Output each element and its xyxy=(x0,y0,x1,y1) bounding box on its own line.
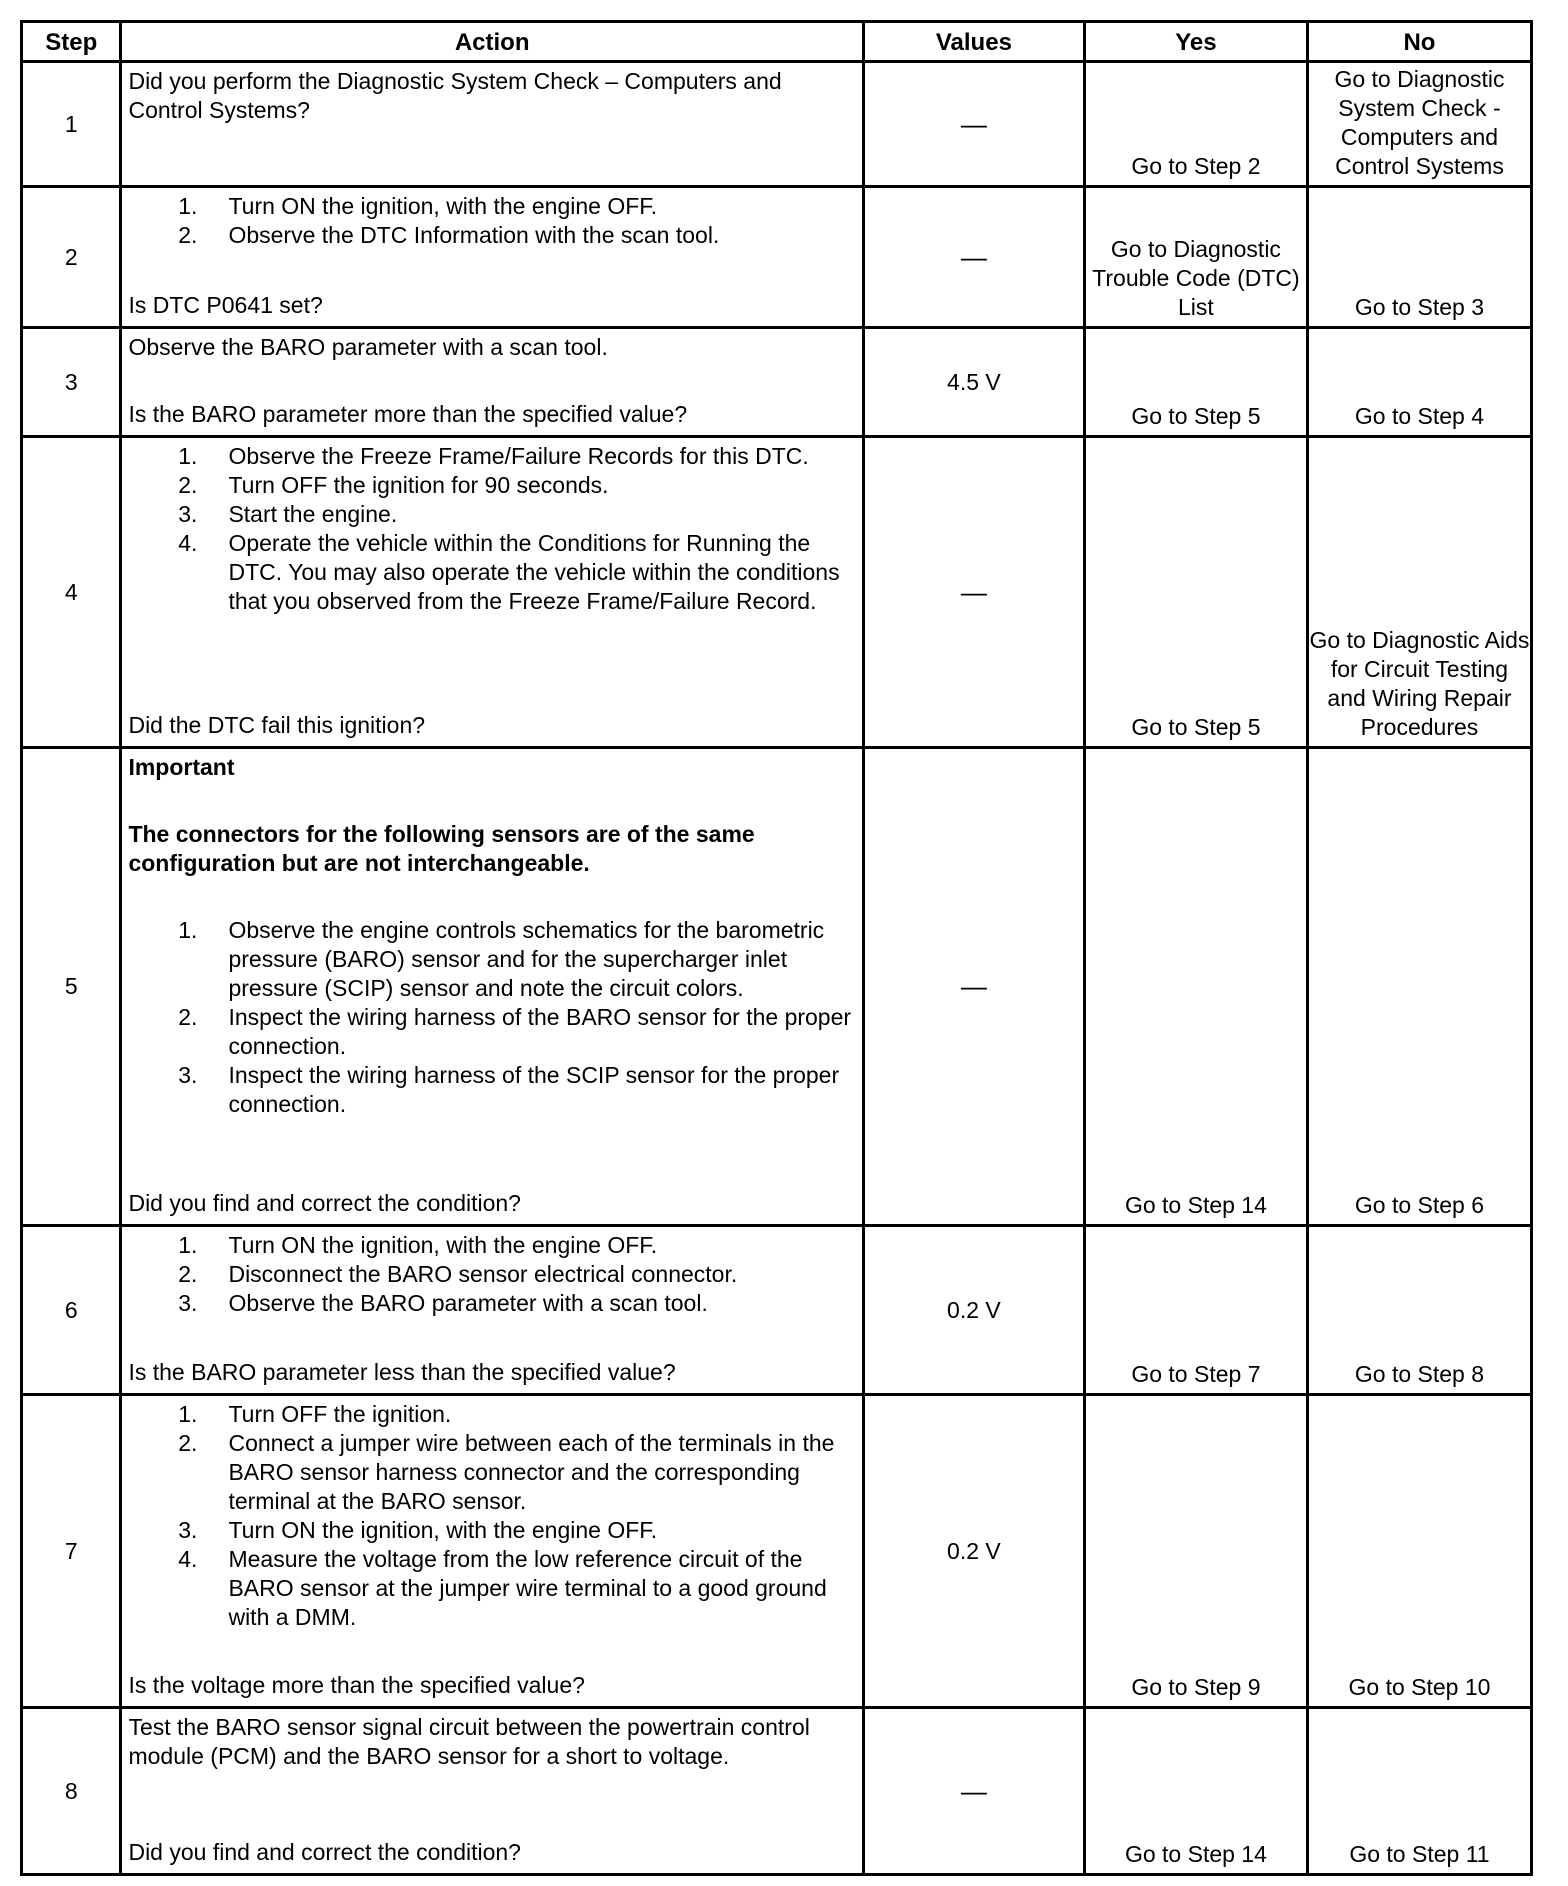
list-item: 2. Inspect the wiring harness of the BARO sensor for the proper connection. xyxy=(178,1004,852,1059)
table-row xyxy=(22,328,1532,437)
action-question: Is the voltage more than the specified value? xyxy=(128,1672,585,1698)
list-item: 3. Start the engine. xyxy=(178,501,398,527)
step-number: 6 xyxy=(22,1226,121,1395)
list-item: 1. Turn ON the ignition, with the engine OFF. xyxy=(178,1232,658,1258)
important-note: The connectors for the following sensors are of the same configuration but are not interchangeable. xyxy=(128,821,755,876)
diagnostic-table xyxy=(20,20,1533,1876)
list-item: 1. Turn OFF the ignition. xyxy=(178,1401,452,1427)
list-item: 2. Disconnect the BARO sensor electrical connector. xyxy=(178,1261,738,1287)
value-cell: — xyxy=(863,748,1084,1226)
table-row xyxy=(22,437,1532,748)
value-cell: 0.2 V xyxy=(863,1395,1084,1708)
list-item: 2. Connect a jumper wire between each of the terminals in the BARO sensor harness connector and the corresponding terminal at the BARO sensor. xyxy=(178,1430,835,1514)
action-question: Did you find and correct the condition? xyxy=(128,1190,521,1216)
action-cell xyxy=(121,1708,863,1875)
value-cell: 4.5 V xyxy=(863,328,1084,437)
yes-link[interactable]: Go to Diagnostic Trouble Code (DTC) List xyxy=(1084,187,1307,328)
list-item: 4. Measure the voltage from the low reference circuit of the BARO sensor at the jumper wire terminal to a good ground with a DMM. xyxy=(178,1546,827,1630)
list-item: 1. Observe the engine controls schematics for the barometric pressure (BARO) sensor and for the supercharger inlet pressure (SCIP) sensor and note the circuit colors. xyxy=(178,917,825,1001)
action-cell xyxy=(121,62,863,187)
table-row xyxy=(22,187,1532,328)
action-question: Did the DTC fail this ignition? xyxy=(128,712,426,738)
header-values: Values xyxy=(863,22,1084,62)
header-row xyxy=(22,22,1532,62)
yes-link[interactable]: Go to Step 5 xyxy=(1084,328,1307,437)
yes-link[interactable]: Go to Step 5 xyxy=(1084,437,1307,748)
value-cell: — xyxy=(863,62,1084,187)
step-number: 3 xyxy=(22,328,121,437)
no-link[interactable]: Go to Diagnostic System Check - Computers and Control Systems xyxy=(1307,62,1531,187)
yes-link[interactable]: Go to Step 14 xyxy=(1084,748,1307,1226)
no-link[interactable]: Go to Diagnostic Aids for Circuit Testing and Wiring Repair Procedures xyxy=(1307,437,1531,748)
action-question: Is the BARO parameter less than the specified value? xyxy=(128,1359,676,1385)
no-link[interactable]: Go to Step 10 xyxy=(1307,1395,1531,1708)
action-steps xyxy=(128,192,853,250)
step-number: 4 xyxy=(22,437,121,748)
action-cell xyxy=(121,437,863,748)
list-item: 3. Inspect the wiring harness of the SCIP sensor for the proper connection. xyxy=(178,1062,840,1117)
list-item: 4. Operate the vehicle within the Conditions for Running the DTC. You may also operate the vehicle within the conditions that you observed from the Freeze Frame/Failure Record. xyxy=(178,530,840,614)
table-row xyxy=(22,1226,1532,1395)
action-cell xyxy=(121,328,863,437)
table-row xyxy=(22,1395,1532,1708)
value-cell: 0.2 V xyxy=(863,1226,1084,1395)
list-item: 3. Turn ON the ignition, with the engine OFF. xyxy=(178,1517,658,1543)
list-item: 1. Observe the Freeze Frame/Failure Records for this DTC. xyxy=(178,443,809,469)
action-question: Is DTC P0641 set? xyxy=(128,292,323,318)
list-item: 2. Turn OFF the ignition for 90 seconds. xyxy=(178,472,609,498)
step-number: 2 xyxy=(22,187,121,328)
value-cell: — xyxy=(863,1708,1084,1875)
action-question: Is the BARO parameter more than the specified value? xyxy=(128,401,688,427)
header-action: Action xyxy=(121,22,863,62)
action-cell xyxy=(121,1395,863,1708)
table-row xyxy=(22,748,1532,1226)
action-intro: Test the BARO sensor signal circuit between the powertrain control module (PCM) and the BARO sensor for a short to voltage. xyxy=(128,1714,810,1769)
header-no: No xyxy=(1307,22,1531,62)
yes-link[interactable]: Go to Step 14 xyxy=(1084,1708,1307,1875)
yes-link[interactable]: Go to Step 7 xyxy=(1084,1226,1307,1395)
step-number: 8 xyxy=(22,1708,121,1875)
yes-link[interactable]: Go to Step 2 xyxy=(1084,62,1307,187)
action-cell xyxy=(121,1226,863,1395)
no-link[interactable]: Go to Step 8 xyxy=(1307,1226,1531,1395)
step-number: 1 xyxy=(22,62,121,187)
no-link[interactable]: Go to Step 6 xyxy=(1307,748,1531,1226)
action-cell xyxy=(121,748,863,1226)
list-item: 2. Observe the DTC Information with the scan tool. xyxy=(178,222,720,248)
step-number: 7 xyxy=(22,1395,121,1708)
yes-link[interactable]: Go to Step 9 xyxy=(1084,1395,1307,1708)
no-link[interactable]: Go to Step 4 xyxy=(1307,328,1531,437)
header-step: Step xyxy=(22,22,121,62)
table-row xyxy=(22,1708,1532,1875)
list-item: 1. Turn ON the ignition, with the engine OFF. xyxy=(178,193,658,219)
value-cell: — xyxy=(863,437,1084,748)
action-steps xyxy=(128,1231,853,1318)
list-item: 3. Observe the BARO parameter with a scan tool. xyxy=(178,1290,708,1316)
no-link[interactable]: Go to Step 11 xyxy=(1307,1708,1531,1875)
table-row xyxy=(22,62,1532,187)
value-cell: — xyxy=(863,187,1084,328)
important-label: Important xyxy=(128,754,235,780)
action-cell xyxy=(121,187,863,328)
action-steps xyxy=(128,1400,853,1632)
step-number: 5 xyxy=(22,748,121,1226)
action-steps xyxy=(128,442,853,616)
action-question: Did you find and correct the condition? xyxy=(128,1839,521,1865)
action-steps xyxy=(128,916,853,1119)
header-yes: Yes xyxy=(1084,22,1307,62)
action-intro: Observe the BARO parameter with a scan tool. xyxy=(128,334,608,360)
no-link[interactable]: Go to Step 3 xyxy=(1307,187,1531,328)
action-intro: Did you perform the Diagnostic System Check – Computers and Control Systems? xyxy=(128,68,782,123)
